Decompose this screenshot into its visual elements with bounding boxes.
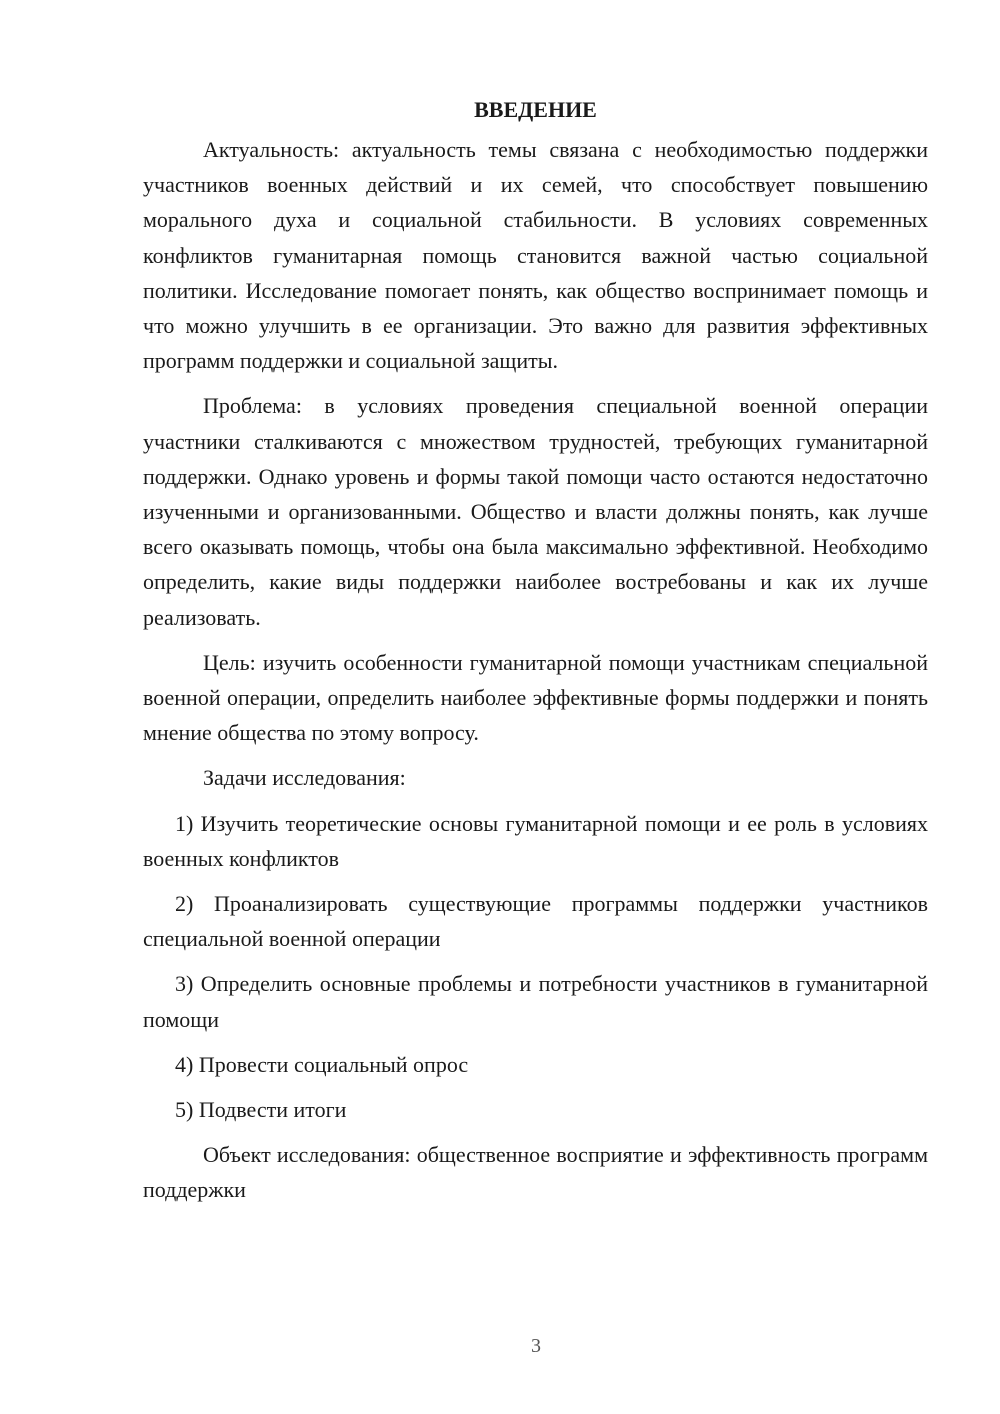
goal-paragraph: Цель: изучить особенности гуманитарной помощи участникам специальной военной операции, определить наиболее эффективные формы поддержки и понять мнение общества по этому вопросу. [143,649,928,746]
page-content [143,92,928,1218]
task-item: 1) Изучить теоретические основы гуманитарной помощи и ее роль в условиях военных конфликтов [143,810,928,871]
task-item: 2) Проанализировать существующие программы поддержки участников специальной военной операции [143,891,928,952]
tasks-list [143,806,928,1128]
task-item: 5) Подвести итоги [175,1097,347,1123]
task-item: 4) Провести социальный опрос [175,1051,469,1077]
relevance-paragraph: Актуальность: актуальность темы связана с необходимостью поддержки участников военных действий и их семей, что способствует повышению морального духа и социальной стабильности. В условиях современных конфликтов гуманитарная помощь становится важной частью социальной политики. Исследование помогает понять, как общество воспринимает помощь и что можно улучшить в ее организации. Это важно для развития эффективных программ поддержки и социальной защиты. [143,137,928,374]
problem-paragraph: Проблема: в условиях проведения специальной военной операции участники сталкиваются с множеством трудностей, требующих гуманитарной поддержки. Однако уровень и формы такой помощи часто остаются недостаточно изученными и организованными. Общество и власти должны понять, как лучше всего оказывать помощь, чтобы она была максимально эффективной. Необходимо определить, какие виды поддержки наиболее востребованы и как их лучше реализовать. [143,393,928,630]
page-number: 3 [531,1335,541,1357]
tasks-heading: Задачи исследования: [203,765,406,791]
section-title: ВВЕДЕНИЕ [474,97,597,122]
object-paragraph: Объект исследования: общественное восприятие и эффективность программ поддержки [143,1142,928,1203]
task-item: 3) Определить основные проблемы и потребности участников в гуманитарной помощи [143,971,928,1032]
